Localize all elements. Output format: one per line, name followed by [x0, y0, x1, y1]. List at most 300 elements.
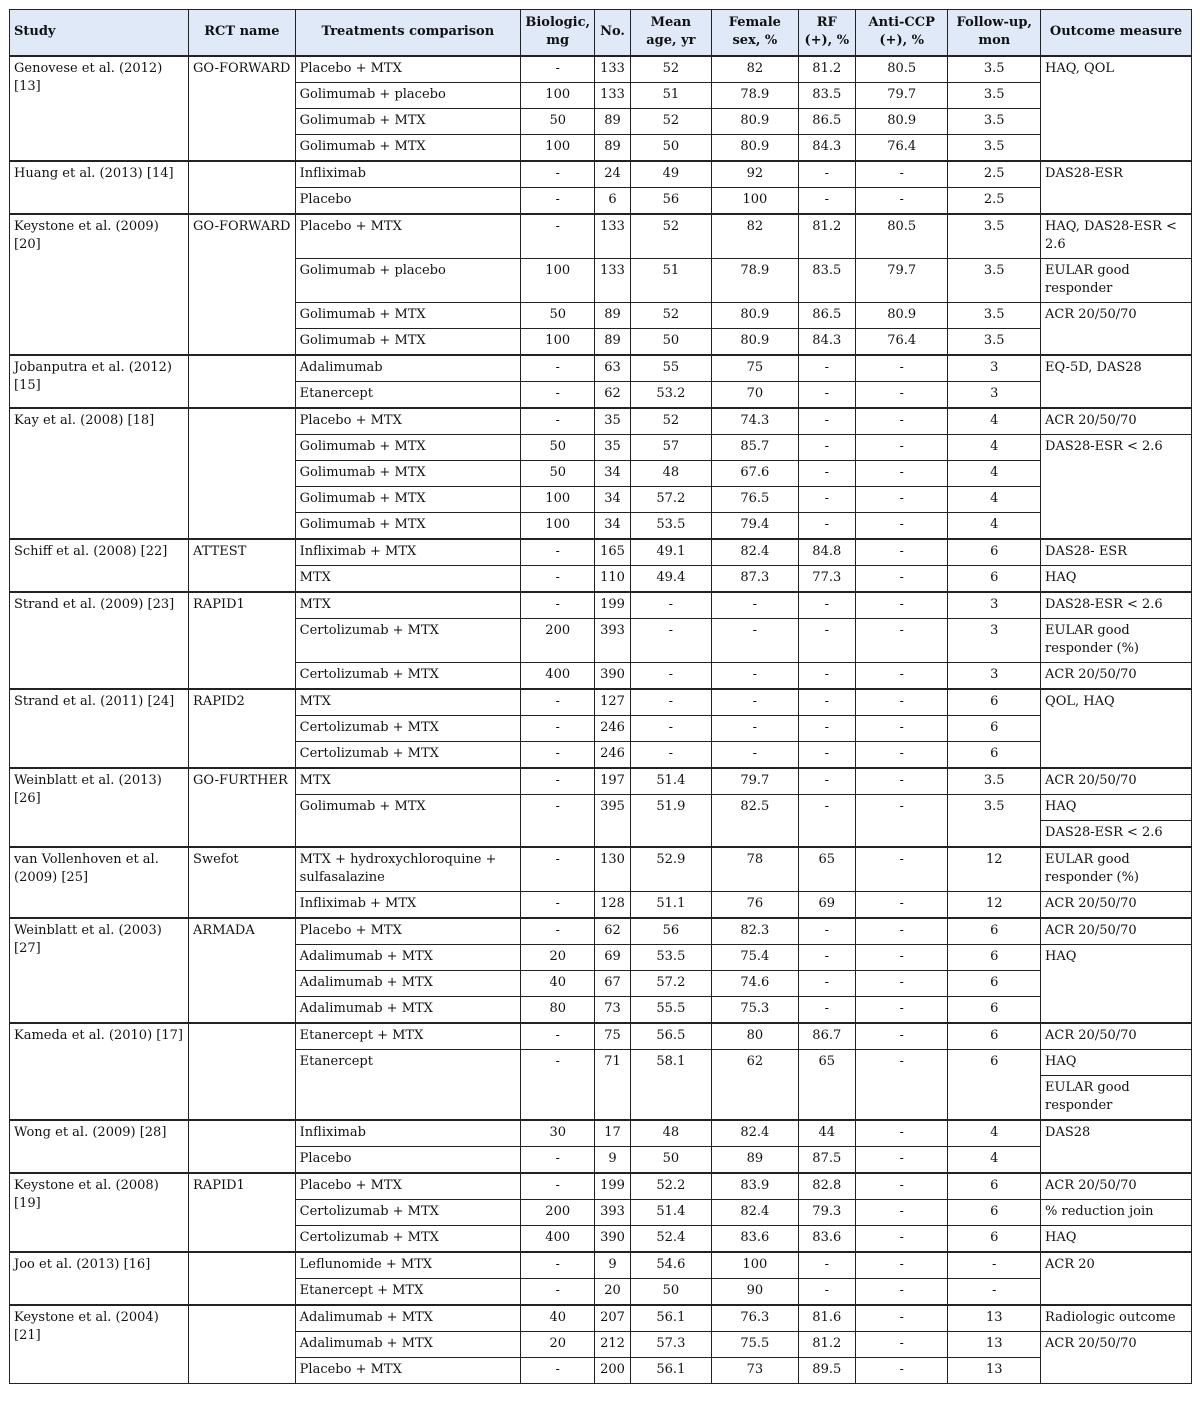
- anticcp-cell: -: [855, 434, 948, 460]
- followup-cell: 6: [948, 970, 1041, 996]
- followup-cell: 3.5: [948, 768, 1041, 795]
- treatment-cell: Placebo + MTX: [295, 1357, 520, 1383]
- rct-name-cell: RAPID1: [189, 592, 296, 689]
- anticcp-cell: -: [855, 1120, 948, 1147]
- anticcp-cell: -: [855, 1199, 948, 1225]
- treatment-cell: Certolizumab + MTX: [295, 662, 520, 689]
- no-cell: 35: [595, 408, 630, 435]
- anticcp-cell: -: [855, 1331, 948, 1357]
- study-cell: Wong et al. (2009) [28]: [10, 1120, 189, 1173]
- followup-cell: 3.5: [948, 258, 1041, 302]
- anticcp-cell: -: [855, 1357, 948, 1383]
- anticcp-cell: -: [855, 592, 948, 619]
- no-cell: 20: [595, 1278, 630, 1305]
- followup-cell: 6: [948, 741, 1041, 768]
- rf-cell: -: [798, 715, 855, 741]
- age-cell: 56: [630, 187, 711, 214]
- biologic-cell: 100: [521, 328, 595, 355]
- rf-cell: -: [798, 408, 855, 435]
- followup-cell: 6: [948, 689, 1041, 716]
- rf-cell: -: [798, 355, 855, 382]
- followup-cell: 3.5: [948, 56, 1041, 83]
- outcome-cell: EULAR good responder: [1041, 258, 1192, 302]
- treatment-cell: Etanercept: [295, 381, 520, 408]
- no-cell: 133: [595, 214, 630, 259]
- biologic-cell: 100: [521, 512, 595, 539]
- study-cell: Huang et al. (2013) [14]: [10, 161, 189, 214]
- female-cell: -: [712, 689, 799, 716]
- female-cell: 82.4: [712, 539, 799, 566]
- female-cell: 67.6: [712, 460, 799, 486]
- rf-cell: 89.5: [798, 1357, 855, 1383]
- table-row: [10, 214, 1192, 259]
- female-cell: 75: [712, 355, 799, 382]
- age-cell: 48: [630, 1120, 711, 1147]
- biologic-cell: 20: [521, 944, 595, 970]
- treatment-cell: Infliximab + MTX: [295, 539, 520, 566]
- treatment-cell: Etanercept + MTX: [295, 1278, 520, 1305]
- treatment-cell: Golimumab + MTX: [295, 434, 520, 460]
- outcome-cell: HAQ, QOL: [1041, 56, 1192, 161]
- table-row: [10, 1252, 1192, 1279]
- outcome-cell: EQ-5D, DAS28: [1041, 355, 1192, 408]
- followup-cell: 6: [948, 918, 1041, 945]
- followup-cell: 3: [948, 381, 1041, 408]
- treatment-cell: Placebo + MTX: [295, 1173, 520, 1200]
- anticcp-cell: -: [855, 408, 948, 435]
- outcome-cell: DAS28: [1041, 1120, 1192, 1173]
- female-cell: 90: [712, 1278, 799, 1305]
- biologic-cell: 100: [521, 134, 595, 161]
- outcome-cell: DAS28- ESR: [1041, 539, 1192, 566]
- anticcp-cell: 76.4: [855, 134, 948, 161]
- rf-cell: -: [798, 662, 855, 689]
- no-cell: 390: [595, 1225, 630, 1252]
- biologic-cell: 100: [521, 82, 595, 108]
- female-cell: -: [712, 715, 799, 741]
- treatment-cell: Golimumab + MTX: [295, 794, 520, 847]
- female-cell: 82.5: [712, 794, 799, 847]
- female-cell: 80.9: [712, 134, 799, 161]
- biologic-cell: -: [521, 1146, 595, 1173]
- no-cell: 17: [595, 1120, 630, 1147]
- rf-cell: 83.6: [798, 1225, 855, 1252]
- followup-cell: 3: [948, 592, 1041, 619]
- biologic-cell: 400: [521, 1225, 595, 1252]
- study-cell: Weinblatt et al. (2003) [27]: [10, 918, 189, 1023]
- followup-cell: 3.5: [948, 134, 1041, 161]
- age-cell: 49.1: [630, 539, 711, 566]
- female-cell: 87.3: [712, 565, 799, 592]
- age-cell: 49.4: [630, 565, 711, 592]
- outcome-cell: Radiologic outcome: [1041, 1305, 1192, 1332]
- treatment-cell: Placebo + MTX: [295, 214, 520, 259]
- study-cell: Keystone et al. (2004) [21]: [10, 1305, 189, 1384]
- outcome-cell: % reduction join: [1041, 1199, 1192, 1225]
- header-biologic: Biologic, mg: [521, 10, 595, 56]
- no-cell: 199: [595, 1173, 630, 1200]
- outcome-cell: HAQ: [1041, 944, 1192, 1023]
- female-cell: 79.4: [712, 512, 799, 539]
- biologic-cell: -: [521, 161, 595, 188]
- followup-cell: 2.5: [948, 161, 1041, 188]
- rct-name-cell: ATTEST: [189, 539, 296, 592]
- outcome-cell: ACR 20/50/70: [1041, 1331, 1192, 1383]
- biologic-cell: -: [521, 214, 595, 259]
- age-cell: 53.2: [630, 381, 711, 408]
- header-anti-ccp: Anti-CCP (+), %: [855, 10, 948, 56]
- anticcp-cell: -: [855, 512, 948, 539]
- no-cell: 35: [595, 434, 630, 460]
- biologic-cell: -: [521, 381, 595, 408]
- anticcp-cell: -: [855, 539, 948, 566]
- anticcp-cell: -: [855, 1023, 948, 1050]
- outcome-cell: HAQ: [1041, 1049, 1192, 1075]
- treatment-cell: Golimumab + placebo: [295, 258, 520, 302]
- rf-cell: -: [798, 970, 855, 996]
- age-cell: 51.9: [630, 794, 711, 847]
- followup-cell: 4: [948, 408, 1041, 435]
- biologic-cell: -: [521, 741, 595, 768]
- treatment-cell: Placebo: [295, 187, 520, 214]
- outcome-cell: DAS28-ESR < 2.6: [1041, 820, 1192, 847]
- followup-cell: 13: [948, 1305, 1041, 1332]
- no-cell: 133: [595, 82, 630, 108]
- anticcp-cell: -: [855, 486, 948, 512]
- study-cell: Jobanputra et al. (2012) [15]: [10, 355, 189, 408]
- rct-name-cell: ARMADA: [189, 918, 296, 1023]
- anticcp-cell: -: [855, 891, 948, 918]
- anticcp-cell: -: [855, 996, 948, 1023]
- table-row: [10, 1173, 1192, 1200]
- treatment-cell: Golimumab + MTX: [295, 134, 520, 161]
- treatment-cell: Adalimumab + MTX: [295, 1331, 520, 1357]
- age-cell: 55: [630, 355, 711, 382]
- no-cell: 73: [595, 996, 630, 1023]
- biologic-cell: 200: [521, 618, 595, 662]
- no-cell: 395: [595, 794, 630, 847]
- age-cell: 50: [630, 1278, 711, 1305]
- rf-cell: 84.3: [798, 134, 855, 161]
- age-cell: 51: [630, 258, 711, 302]
- study-cell: Keystone et al. (2008) [19]: [10, 1173, 189, 1252]
- rf-cell: -: [798, 918, 855, 945]
- anticcp-cell: -: [855, 918, 948, 945]
- age-cell: 52: [630, 108, 711, 134]
- age-cell: 54.6: [630, 1252, 711, 1279]
- followup-cell: 6: [948, 539, 1041, 566]
- treatment-cell: Golimumab + placebo: [295, 82, 520, 108]
- header-row: [10, 10, 1192, 56]
- age-cell: 52.2: [630, 1173, 711, 1200]
- rct-name-cell: [189, 408, 296, 539]
- followup-cell: 6: [948, 1225, 1041, 1252]
- table-row: [10, 539, 1192, 566]
- table-row: [10, 56, 1192, 83]
- rct-name-cell: RAPID1: [189, 1173, 296, 1252]
- female-cell: 85.7: [712, 434, 799, 460]
- treatment-cell: Infliximab: [295, 1120, 520, 1147]
- rf-cell: 81.2: [798, 56, 855, 83]
- biologic-cell: 100: [521, 486, 595, 512]
- age-cell: 56.5: [630, 1023, 711, 1050]
- followup-cell: 3.5: [948, 794, 1041, 847]
- outcome-cell: DAS28-ESR < 2.6: [1041, 592, 1192, 619]
- anticcp-cell: -: [855, 1252, 948, 1279]
- age-cell: 51.4: [630, 768, 711, 795]
- female-cell: 80.9: [712, 108, 799, 134]
- no-cell: 89: [595, 302, 630, 328]
- age-cell: 52.4: [630, 1225, 711, 1252]
- rf-cell: 83.5: [798, 82, 855, 108]
- age-cell: 52.9: [630, 847, 711, 892]
- anticcp-cell: -: [855, 187, 948, 214]
- age-cell: -: [630, 741, 711, 768]
- rf-cell: -: [798, 381, 855, 408]
- biologic-cell: -: [521, 355, 595, 382]
- treatment-cell: Placebo + MTX: [295, 918, 520, 945]
- female-cell: 75.4: [712, 944, 799, 970]
- outcome-cell: EULAR good responder (%): [1041, 618, 1192, 662]
- female-cell: 75.5: [712, 1331, 799, 1357]
- rf-cell: -: [798, 1278, 855, 1305]
- biologic-cell: -: [521, 794, 595, 847]
- followup-cell: 4: [948, 1120, 1041, 1147]
- rf-cell: -: [798, 768, 855, 795]
- female-cell: -: [712, 618, 799, 662]
- biologic-cell: 30: [521, 1120, 595, 1147]
- rf-cell: 81.2: [798, 214, 855, 259]
- biologic-cell: -: [521, 689, 595, 716]
- outcome-cell: DAS28-ESR < 2.6: [1041, 434, 1192, 539]
- age-cell: 50: [630, 134, 711, 161]
- no-cell: 197: [595, 768, 630, 795]
- female-cell: 80: [712, 1023, 799, 1050]
- followup-cell: 12: [948, 891, 1041, 918]
- treatment-cell: Etanercept + MTX: [295, 1023, 520, 1050]
- anticcp-cell: -: [855, 1049, 948, 1120]
- anticcp-cell: -: [855, 970, 948, 996]
- anticcp-cell: -: [855, 565, 948, 592]
- rf-cell: -: [798, 187, 855, 214]
- treatment-cell: Adalimumab: [295, 355, 520, 382]
- age-cell: 48: [630, 460, 711, 486]
- biologic-cell: 100: [521, 258, 595, 302]
- female-cell: 74.3: [712, 408, 799, 435]
- rf-cell: -: [798, 794, 855, 847]
- no-cell: 212: [595, 1331, 630, 1357]
- followup-cell: 6: [948, 1173, 1041, 1200]
- table-row: [10, 689, 1192, 716]
- female-cell: 89: [712, 1146, 799, 1173]
- female-cell: 73: [712, 1357, 799, 1383]
- biologic-cell: -: [521, 187, 595, 214]
- age-cell: -: [630, 618, 711, 662]
- no-cell: 89: [595, 108, 630, 134]
- treatment-cell: Adalimumab + MTX: [295, 970, 520, 996]
- study-characteristics-table: [9, 9, 1192, 1384]
- rct-name-cell: [189, 1252, 296, 1305]
- anticcp-cell: 80.5: [855, 214, 948, 259]
- followup-cell: 6: [948, 715, 1041, 741]
- treatment-cell: Etanercept: [295, 1049, 520, 1120]
- followup-cell: 6: [948, 1199, 1041, 1225]
- outcome-cell: ACR 20/50/70: [1041, 408, 1192, 435]
- treatment-cell: Adalimumab + MTX: [295, 996, 520, 1023]
- age-cell: 52: [630, 56, 711, 83]
- rf-cell: 69: [798, 891, 855, 918]
- biologic-cell: 40: [521, 970, 595, 996]
- female-cell: 83.6: [712, 1225, 799, 1252]
- female-cell: 82: [712, 214, 799, 259]
- anticcp-cell: -: [855, 847, 948, 892]
- no-cell: 390: [595, 662, 630, 689]
- age-cell: 58.1: [630, 1049, 711, 1120]
- treatment-cell: MTX: [295, 689, 520, 716]
- outcome-cell: ACR 20: [1041, 1252, 1192, 1305]
- age-cell: -: [630, 689, 711, 716]
- header-no: No.: [595, 10, 630, 56]
- header-study: Study: [10, 10, 189, 56]
- age-cell: 51: [630, 82, 711, 108]
- age-cell: 52: [630, 214, 711, 259]
- anticcp-cell: -: [855, 689, 948, 716]
- table-row: [10, 355, 1192, 382]
- no-cell: 34: [595, 486, 630, 512]
- anticcp-cell: -: [855, 1173, 948, 1200]
- female-cell: 78: [712, 847, 799, 892]
- followup-cell: 13: [948, 1331, 1041, 1357]
- rf-cell: -: [798, 486, 855, 512]
- female-cell: 82.4: [712, 1120, 799, 1147]
- study-cell: Kay et al. (2008) [18]: [10, 408, 189, 539]
- followup-cell: -: [948, 1252, 1041, 1279]
- table-wrapper: [9, 9, 1192, 1384]
- followup-cell: 4: [948, 1146, 1041, 1173]
- followup-cell: 4: [948, 434, 1041, 460]
- no-cell: 165: [595, 539, 630, 566]
- rf-cell: -: [798, 592, 855, 619]
- outcome-cell: HAQ, DAS28-ESR < 2.6: [1041, 214, 1192, 259]
- rf-cell: -: [798, 741, 855, 768]
- header-follow-up: Follow-up, mon: [948, 10, 1041, 56]
- followup-cell: 3.5: [948, 82, 1041, 108]
- age-cell: -: [630, 592, 711, 619]
- anticcp-cell: -: [855, 1305, 948, 1332]
- biologic-cell: 50: [521, 302, 595, 328]
- rf-cell: 86.5: [798, 302, 855, 328]
- outcome-cell: DAS28-ESR: [1041, 161, 1192, 214]
- followup-cell: 6: [948, 944, 1041, 970]
- female-cell: 80.9: [712, 328, 799, 355]
- no-cell: 89: [595, 134, 630, 161]
- rf-cell: 65: [798, 1049, 855, 1120]
- rct-name-cell: GO-FURTHER: [189, 768, 296, 847]
- header-rf: RF (+), %: [798, 10, 855, 56]
- female-cell: 82.3: [712, 918, 799, 945]
- treatment-cell: MTX: [295, 565, 520, 592]
- biologic-cell: -: [521, 539, 595, 566]
- table-row: [10, 1023, 1192, 1050]
- rct-name-cell: RAPID2: [189, 689, 296, 768]
- treatment-cell: Leflunomide + MTX: [295, 1252, 520, 1279]
- female-cell: -: [712, 662, 799, 689]
- anticcp-cell: 79.7: [855, 258, 948, 302]
- followup-cell: 12: [948, 847, 1041, 892]
- header-treatments: Treatments comparison: [295, 10, 520, 56]
- no-cell: 6: [595, 187, 630, 214]
- outcome-cell: ACR 20/50/70: [1041, 918, 1192, 945]
- rct-name-cell: [189, 1120, 296, 1173]
- biologic-cell: -: [521, 1173, 595, 1200]
- outcome-cell: EULAR good responder: [1041, 1075, 1192, 1120]
- no-cell: 62: [595, 381, 630, 408]
- outcome-cell: ACR 20/50/70: [1041, 891, 1192, 918]
- followup-cell: 3.5: [948, 108, 1041, 134]
- age-cell: 56.1: [630, 1305, 711, 1332]
- female-cell: 76.3: [712, 1305, 799, 1332]
- followup-cell: 2.5: [948, 187, 1041, 214]
- followup-cell: 4: [948, 460, 1041, 486]
- study-cell: van Vollenhoven et al. (2009) [25]: [10, 847, 189, 918]
- treatment-cell: Infliximab: [295, 161, 520, 188]
- header-mean-age: Mean age, yr: [630, 10, 711, 56]
- table-row: [10, 1305, 1192, 1332]
- treatment-cell: MTX + hydroxychloroquine + sulfasalazine: [295, 847, 520, 892]
- female-cell: 76: [712, 891, 799, 918]
- age-cell: 57.3: [630, 1331, 711, 1357]
- outcome-cell: ACR 20/50/70: [1041, 662, 1192, 689]
- age-cell: 52: [630, 302, 711, 328]
- no-cell: 246: [595, 715, 630, 741]
- treatment-cell: Golimumab + MTX: [295, 108, 520, 134]
- rf-cell: -: [798, 944, 855, 970]
- outcome-cell: HAQ: [1041, 565, 1192, 592]
- table-row: [10, 768, 1192, 795]
- table-row: [10, 592, 1192, 619]
- outcome-cell: QOL, HAQ: [1041, 689, 1192, 768]
- biologic-cell: 400: [521, 662, 595, 689]
- study-cell: Strand et al. (2009) [23]: [10, 592, 189, 689]
- age-cell: 57.2: [630, 970, 711, 996]
- treatment-cell: Adalimumab + MTX: [295, 1305, 520, 1332]
- biologic-cell: -: [521, 918, 595, 945]
- age-cell: 53.5: [630, 512, 711, 539]
- biologic-cell: 200: [521, 1199, 595, 1225]
- treatment-cell: Placebo: [295, 1146, 520, 1173]
- biologic-cell: -: [521, 408, 595, 435]
- female-cell: 100: [712, 1252, 799, 1279]
- followup-cell: 4: [948, 512, 1041, 539]
- biologic-cell: 20: [521, 1331, 595, 1357]
- anticcp-cell: -: [855, 715, 948, 741]
- treatment-cell: Certolizumab + MTX: [295, 715, 520, 741]
- age-cell: 56.1: [630, 1357, 711, 1383]
- age-cell: 57: [630, 434, 711, 460]
- table-row: [10, 408, 1192, 435]
- treatment-cell: Placebo + MTX: [295, 56, 520, 83]
- anticcp-cell: -: [855, 161, 948, 188]
- biologic-cell: -: [521, 565, 595, 592]
- age-cell: 55.5: [630, 996, 711, 1023]
- treatment-cell: Certolizumab + MTX: [295, 618, 520, 662]
- biologic-cell: -: [521, 592, 595, 619]
- age-cell: 57.2: [630, 486, 711, 512]
- rf-cell: 86.7: [798, 1023, 855, 1050]
- followup-cell: 6: [948, 565, 1041, 592]
- female-cell: 76.5: [712, 486, 799, 512]
- biologic-cell: -: [521, 56, 595, 83]
